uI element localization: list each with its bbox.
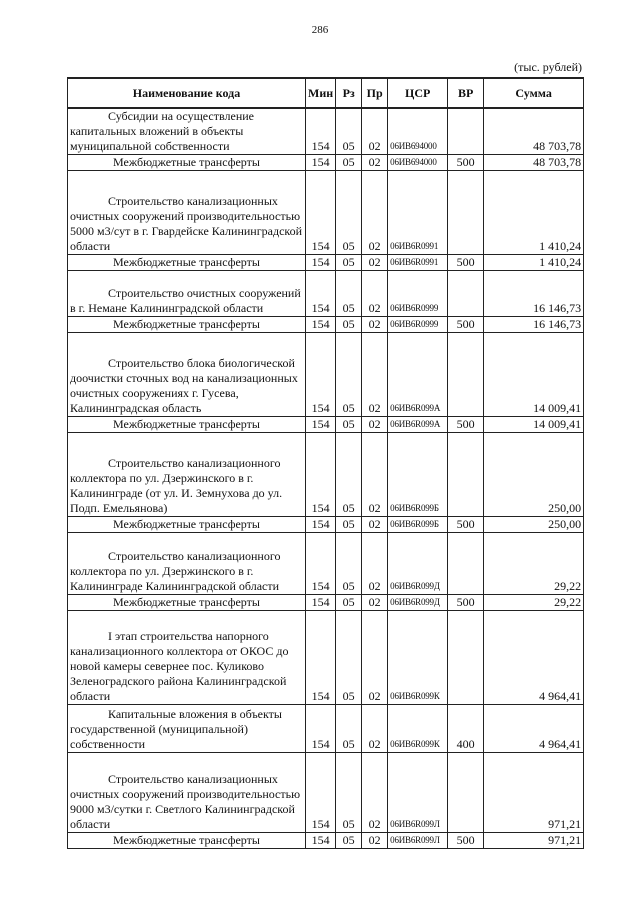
cell-pr: 02	[362, 155, 388, 171]
cell-csr: 06ИВ6R099К	[388, 705, 448, 753]
cell-rz: 05	[336, 255, 362, 271]
table-row	[68, 433, 584, 517]
cell-sum: 14 009,41	[484, 333, 584, 417]
cell-rz: 05	[336, 595, 362, 611]
cell-name	[68, 517, 306, 533]
cell-csr: 06ИВ6R099А	[388, 333, 448, 417]
cell-sum: 1 410,24	[484, 171, 584, 255]
cell-rz: 05	[336, 317, 362, 333]
cell-sum: 16 146,73	[484, 317, 584, 333]
row-name-text: Межбюджетные трансферты	[113, 595, 260, 609]
cell-min: 154	[306, 155, 336, 171]
cell-pr: 02	[362, 611, 388, 705]
cell-min: 154	[306, 833, 336, 849]
cell-vr: 500	[448, 595, 484, 611]
cell-rz: 05	[336, 611, 362, 705]
cell-name	[68, 433, 306, 517]
cell-sum: 48 703,78	[484, 108, 584, 155]
cell-csr: 06ИВ6R099Д	[388, 533, 448, 595]
cell-csr: 06ИВ6R099Б	[388, 517, 448, 533]
cell-pr: 02	[362, 417, 388, 433]
cell-min: 154	[306, 517, 336, 533]
row-name-text: Строительство канализационных очистных сооружений производительностью 5000 м3/сут в г. Гвардейске Калининградской области	[70, 194, 303, 253]
cell-pr: 02	[362, 271, 388, 317]
row-name-text: Межбюджетные трансферты	[113, 833, 260, 847]
header-min: Мин	[306, 78, 336, 108]
table-header-row	[68, 78, 584, 108]
cell-min: 154	[306, 171, 336, 255]
table-row	[68, 517, 584, 533]
table-body	[68, 108, 584, 849]
cell-pr: 02	[362, 333, 388, 417]
cell-vr: 500	[448, 317, 484, 333]
cell-csr: 06ИВ6R099Д	[388, 595, 448, 611]
cell-sum: 250,00	[484, 433, 584, 517]
row-name-text: Межбюджетные трансферты	[113, 317, 260, 331]
cell-min: 154	[306, 271, 336, 317]
cell-pr: 02	[362, 595, 388, 611]
cell-sum: 4 964,41	[484, 611, 584, 705]
row-name-text: I этап строительства напорного канализационного коллектора от ОКОС до новой камеры севернее пос. Куликово Зеленоградского района Калининградской области	[70, 629, 289, 703]
cell-rz: 05	[336, 533, 362, 595]
table-row	[68, 705, 584, 753]
cell-rz: 05	[336, 417, 362, 433]
cell-min: 154	[306, 611, 336, 705]
header-rz: Рз	[336, 78, 362, 108]
table-row	[68, 753, 584, 833]
row-name-text: Капитальные вложения в объекты государственной (муниципальной) собственности	[70, 707, 282, 751]
cell-rz: 05	[336, 705, 362, 753]
cell-vr	[448, 171, 484, 255]
cell-vr: 500	[448, 517, 484, 533]
table-row	[68, 417, 584, 433]
table-row	[68, 533, 584, 595]
cell-min: 154	[306, 255, 336, 271]
cell-sum: 1 410,24	[484, 255, 584, 271]
table-row	[68, 333, 584, 417]
row-name-text: Межбюджетные трансферты	[113, 255, 260, 269]
cell-rz: 05	[336, 333, 362, 417]
cell-sum: 971,21	[484, 753, 584, 833]
cell-min: 154	[306, 705, 336, 753]
cell-pr: 02	[362, 317, 388, 333]
row-name-text: Строительство канализационных очистных сооружений производительностью 9000 м3/сутки г. Светлого Калининградской области	[70, 772, 301, 831]
cell-pr: 02	[362, 108, 388, 155]
table-row	[68, 171, 584, 255]
page-number: 286	[311, 24, 329, 36]
cell-vr	[448, 271, 484, 317]
cell-csr: 06ИВ6R0999	[388, 271, 448, 317]
cell-name	[68, 255, 306, 271]
cell-csr: 06ИВ6R0991	[388, 171, 448, 255]
cell-csr: 06ИВ694000	[388, 155, 448, 171]
cell-vr	[448, 108, 484, 155]
cell-vr: 500	[448, 417, 484, 433]
row-name-text: Межбюджетные трансферты	[113, 155, 260, 169]
cell-csr: 06ИВ6R099Л	[388, 753, 448, 833]
table-row	[68, 833, 584, 849]
cell-name	[68, 155, 306, 171]
table-row	[68, 155, 584, 171]
row-name-text: Межбюджетные трансферты	[113, 517, 260, 531]
table-row	[68, 611, 584, 705]
budget-table	[67, 77, 584, 849]
units-label: (тыс. рублей)	[514, 60, 582, 74]
cell-rz: 05	[336, 433, 362, 517]
cell-sum: 250,00	[484, 517, 584, 533]
cell-min: 154	[306, 108, 336, 155]
cell-sum: 48 703,78	[484, 155, 584, 171]
cell-vr	[448, 611, 484, 705]
cell-vr: 400	[448, 705, 484, 753]
cell-min: 154	[306, 533, 336, 595]
cell-csr: 06ИВ694000	[388, 108, 448, 155]
cell-pr: 02	[362, 533, 388, 595]
cell-pr: 02	[362, 833, 388, 849]
cell-vr	[448, 333, 484, 417]
cell-rz: 05	[336, 171, 362, 255]
cell-sum: 971,21	[484, 833, 584, 849]
cell-min: 154	[306, 595, 336, 611]
cell-vr	[448, 533, 484, 595]
cell-pr: 02	[362, 171, 388, 255]
cell-vr	[448, 753, 484, 833]
cell-name	[68, 753, 306, 833]
cell-csr: 06ИВ6R099А	[388, 417, 448, 433]
cell-name	[68, 333, 306, 417]
cell-min: 154	[306, 333, 336, 417]
table-row	[68, 595, 584, 611]
cell-csr: 06ИВ6R099Б	[388, 433, 448, 517]
cell-pr: 02	[362, 705, 388, 753]
cell-vr: 500	[448, 155, 484, 171]
cell-csr: 06ИВ6R0991	[388, 255, 448, 271]
row-name-text: Межбюджетные трансферты	[113, 417, 260, 431]
cell-vr	[448, 433, 484, 517]
table-row	[68, 108, 584, 155]
cell-min: 154	[306, 417, 336, 433]
cell-sum: 29,22	[484, 595, 584, 611]
cell-name	[68, 271, 306, 317]
cell-rz: 05	[336, 155, 362, 171]
cell-name	[68, 171, 306, 255]
cell-csr: 06ИВ6R099Л	[388, 833, 448, 849]
cell-name	[68, 108, 306, 155]
cell-min: 154	[306, 317, 336, 333]
cell-name	[68, 833, 306, 849]
cell-sum: 16 146,73	[484, 271, 584, 317]
cell-sum: 4 964,41	[484, 705, 584, 753]
cell-rz: 05	[336, 517, 362, 533]
header-vr: ВР	[448, 78, 484, 108]
cell-pr: 02	[362, 255, 388, 271]
cell-name	[68, 317, 306, 333]
cell-vr: 500	[448, 255, 484, 271]
row-name-text: Строительство блока биологической доочистки сточных вод на канализационных очистных сооружениях г. Гусева, Калининградская область	[70, 356, 298, 415]
cell-csr: 06ИВ6R099К	[388, 611, 448, 705]
row-name-text: Субсидии на осуществление капитальных вложений в объекты муниципальной собственности	[70, 109, 254, 153]
cell-name	[68, 533, 306, 595]
cell-rz: 05	[336, 108, 362, 155]
cell-pr: 02	[362, 753, 388, 833]
table-row	[68, 317, 584, 333]
cell-rz: 05	[336, 833, 362, 849]
table-row	[68, 271, 584, 317]
cell-name	[68, 595, 306, 611]
cell-csr: 06ИВ6R0999	[388, 317, 448, 333]
header-sum: Сумма	[484, 78, 584, 108]
cell-pr: 02	[362, 433, 388, 517]
header-name: Наименование кода	[68, 78, 306, 108]
cell-vr: 500	[448, 833, 484, 849]
cell-sum: 29,22	[484, 533, 584, 595]
cell-min: 154	[306, 433, 336, 517]
cell-sum: 14 009,41	[484, 417, 584, 433]
row-name-text: Строительство канализационного коллектора по ул. Дзержинского в г. Калининграде (от ул. И. Земнухова до ул. Подп. Емельянова)	[70, 456, 283, 515]
cell-name	[68, 417, 306, 433]
cell-pr: 02	[362, 517, 388, 533]
header-csr: ЦСР	[388, 78, 448, 108]
cell-rz: 05	[336, 753, 362, 833]
cell-min: 154	[306, 753, 336, 833]
table-row	[68, 255, 584, 271]
cell-rz: 05	[336, 271, 362, 317]
header-pr: Пр	[362, 78, 388, 108]
row-name-text: Строительство очистных сооружений в г. Немане Калининградской области	[70, 286, 301, 315]
cell-name	[68, 611, 306, 705]
row-name-text: Строительство канализационного коллектора по ул. Дзержинского в г. Калининграде Калининградской области	[70, 549, 281, 593]
cell-name	[68, 705, 306, 753]
